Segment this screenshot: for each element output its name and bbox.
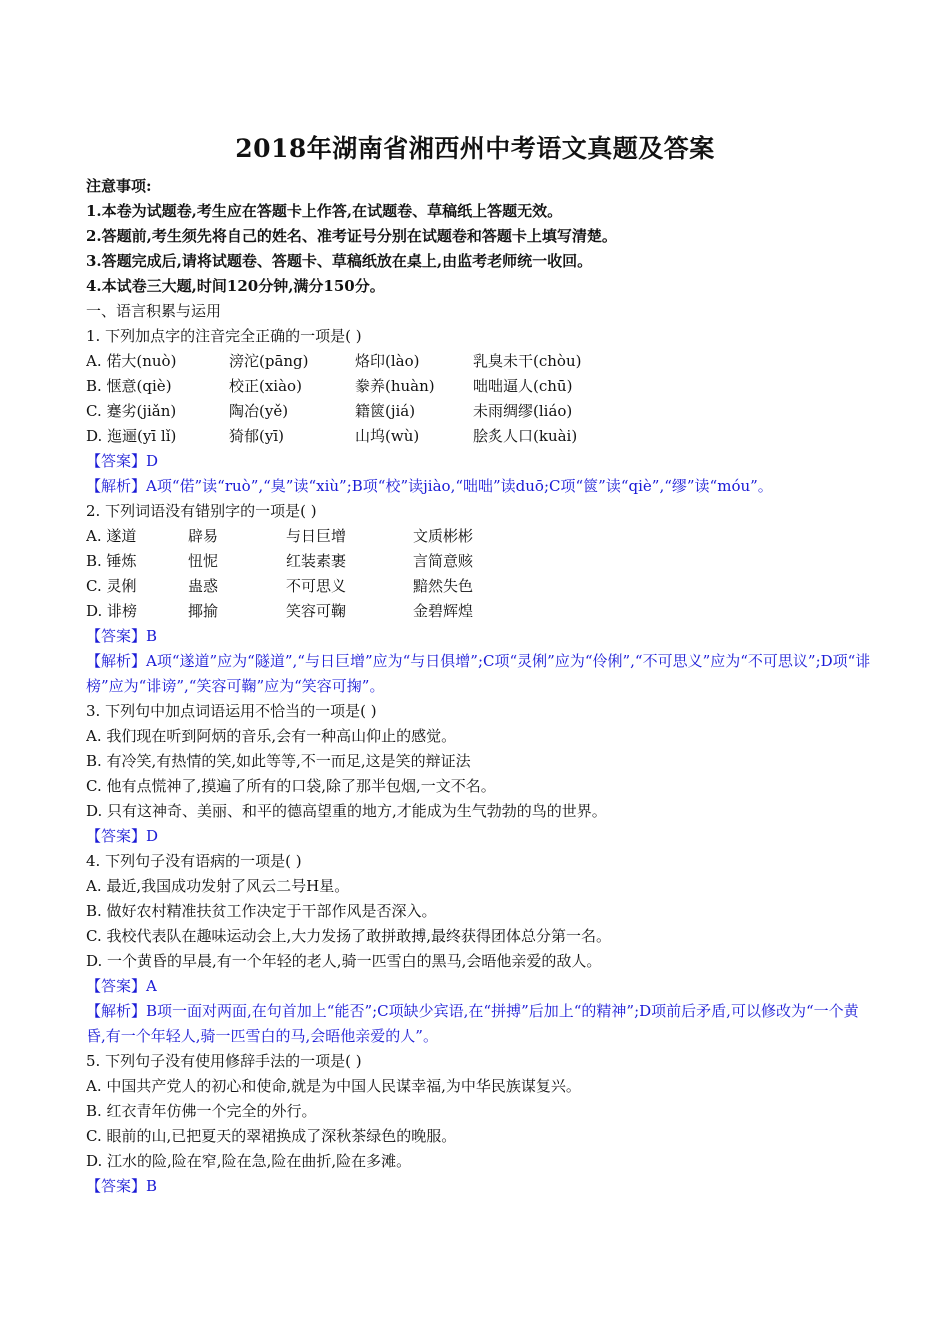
option-cell: A. 偌大(nuò) bbox=[86, 352, 177, 370]
question-option bbox=[86, 374, 876, 399]
option-cell: 言简意赅 bbox=[413, 552, 474, 570]
option-cell: 乳臭未干(chòu) bbox=[473, 352, 582, 370]
question-option: B. 红衣青年仿佛一个完全的外行。 bbox=[86, 1102, 317, 1120]
question-option: C. 眼前的山,已把夏天的翠裙换成了深秋茶绿色的晚服。 bbox=[86, 1127, 457, 1145]
question-stem: 3. 下列句中加点词语运用不恰当的一项是( ) bbox=[86, 702, 377, 720]
notice-heading: 注意事项: bbox=[86, 177, 152, 195]
question-option bbox=[86, 424, 876, 449]
question-option bbox=[86, 549, 876, 574]
answer-line: 【答案】A bbox=[86, 977, 157, 995]
question-stem: 1. 下列加点字的注音完全正确的一项是( ) bbox=[86, 327, 362, 345]
option-cell: 笑容可鞠 bbox=[286, 602, 347, 620]
option-cell: 咄咄逼人(chū) bbox=[473, 377, 573, 395]
notice-item: 2.答题前,考生须先将自己的姓名、准考证号分别在试题卷和答题卡上填写清楚。 bbox=[86, 227, 617, 245]
option-cell: D. 诽榜 bbox=[86, 602, 138, 620]
option-cell: 校正(xiào) bbox=[229, 377, 302, 395]
question-option: D. 一个黄昏的早晨,有一个年轻的老人,骑一匹雪白的黑马,会晤他亲爱的敌人。 bbox=[86, 952, 602, 970]
option-cell: 未雨绸缪(liáo) bbox=[473, 402, 573, 420]
option-cell: 豢养(huàn) bbox=[355, 377, 435, 395]
option-cell: 山坞(wù) bbox=[355, 427, 420, 445]
option-cell: C. 蹇劣(jiǎn) bbox=[86, 402, 177, 420]
option-cell: 揶揄 bbox=[188, 602, 219, 620]
question-option bbox=[86, 524, 876, 549]
option-cell: B. 锤炼 bbox=[86, 552, 137, 570]
option-cell: 滂沱(pāng) bbox=[229, 352, 309, 370]
analysis-text: 【解析】A项“偌”读“ruò”,“臭”读“xiù”;B项“校”读jiào,“咄咄”读duō;C项“篋”读“qiè”,“缪”读“móu”。 bbox=[86, 477, 773, 495]
option-cell: 蛊惑 bbox=[188, 577, 219, 595]
question-stem: 4. 下列句子没有语病的一项是( ) bbox=[86, 852, 302, 870]
option-cell: D. 迤逦(yī lǐ) bbox=[86, 427, 177, 445]
document-body bbox=[86, 174, 876, 1199]
option-cell: 与日巨增 bbox=[286, 527, 347, 545]
answer-line: 【答案】D bbox=[86, 827, 159, 845]
answer-line: 【答案】D bbox=[86, 452, 159, 470]
question-option bbox=[86, 574, 876, 599]
question-option: A. 最近,我国成功发射了风云二号H星。 bbox=[86, 877, 350, 895]
question-option bbox=[86, 349, 876, 374]
question-option bbox=[86, 399, 876, 424]
option-cell: B. 惬意(qiè) bbox=[86, 377, 172, 395]
option-cell: 猗郁(yī) bbox=[229, 427, 284, 445]
answer-line: 【答案】B bbox=[86, 627, 158, 645]
notice-item: 4.本试卷三大题,时间120分钟,满分150分。 bbox=[86, 277, 385, 295]
notice-item: 1.本卷为试题卷,考生应在答题卡上作答,在试题卷、草稿纸上答题无效。 bbox=[86, 202, 563, 220]
analysis-text: 【解析】A项“遂道”应为“隧道”,“与日巨增”应为“与日俱增”;C项“灵俐”应为“伶俐”,“不可思义”应为“不可思议”;D项“诽榜”应为“诽谤”,“笑容可鞠”应为“笑容可掬”。 bbox=[86, 652, 871, 695]
option-cell: C. 灵俐 bbox=[86, 577, 137, 595]
question-option: C. 他有点慌神了,摸遍了所有的口袋,除了那半包烟,一文不名。 bbox=[86, 777, 496, 795]
option-cell: 黯然失色 bbox=[413, 577, 474, 595]
option-cell: 辟易 bbox=[188, 527, 219, 545]
question-stem: 2. 下列词语没有错别字的一项是( ) bbox=[86, 502, 317, 520]
question-option: B. 做好农村精准扶贫工作决定于干部作风是否深入。 bbox=[86, 902, 437, 920]
question-option: B. 有冷笑,有热情的笑,如此等等,不一而足,这是笑的辩证法 bbox=[86, 752, 471, 770]
option-cell: 文质彬彬 bbox=[413, 527, 474, 545]
option-cell: 籍篋(jiá) bbox=[355, 402, 416, 420]
question-option: D. 江水的险,险在窄,险在急,险在曲折,险在多滩。 bbox=[86, 1152, 412, 1170]
option-cell: 烙印(lào) bbox=[355, 352, 420, 370]
option-cell: 脍炙人口(kuài) bbox=[473, 427, 578, 445]
question-option: A. 中国共产党人的初心和使命,就是为中国人民谋幸福,为中华民族谋复兴。 bbox=[86, 1077, 581, 1095]
analysis-text: 【解析】B项一面对两面,在句首加上“能否”;C项缺少宾语,在“拼搏”后加上“的精神”;D项前后矛盾,可以修改为“一个黄昏,有一个年轻人,骑一匹雪白的马,会晤他亲爱的人”。 bbox=[86, 1002, 859, 1045]
question-option bbox=[86, 599, 876, 624]
option-cell: 不可思义 bbox=[286, 577, 347, 595]
option-cell: 陶冶(yě) bbox=[229, 402, 289, 420]
option-cell: A. 遂道 bbox=[86, 527, 137, 545]
question-option: A. 我们现在听到阿炳的音乐,会有一种高山仰止的感觉。 bbox=[86, 727, 457, 745]
question-option: D. 只有这神奇、美丽、和平的德高望重的地方,才能成为生气勃勃的鸟的世界。 bbox=[86, 802, 607, 820]
notice-item: 3.答题完成后,请将试题卷、答题卡、草稿纸放在桌上,由监考老师统一收回。 bbox=[86, 252, 593, 270]
option-cell: 红装素裹 bbox=[286, 552, 347, 570]
option-cell: 金碧辉煌 bbox=[413, 602, 474, 620]
option-cell: 忸怩 bbox=[188, 552, 219, 570]
answer-line: 【答案】B bbox=[86, 1177, 158, 1195]
question-stem: 5. 下列句子没有使用修辞手法的一项是( ) bbox=[86, 1052, 362, 1070]
question-option: C. 我校代表队在趣味运动会上,大力发扬了敢拼敢搏,最终获得团体总分第一名。 bbox=[86, 927, 612, 945]
page-title: 2018年湖南省湘西州中考语文真题及答案 bbox=[235, 134, 715, 163]
section-heading: 一、语言积累与运用 bbox=[86, 302, 222, 320]
